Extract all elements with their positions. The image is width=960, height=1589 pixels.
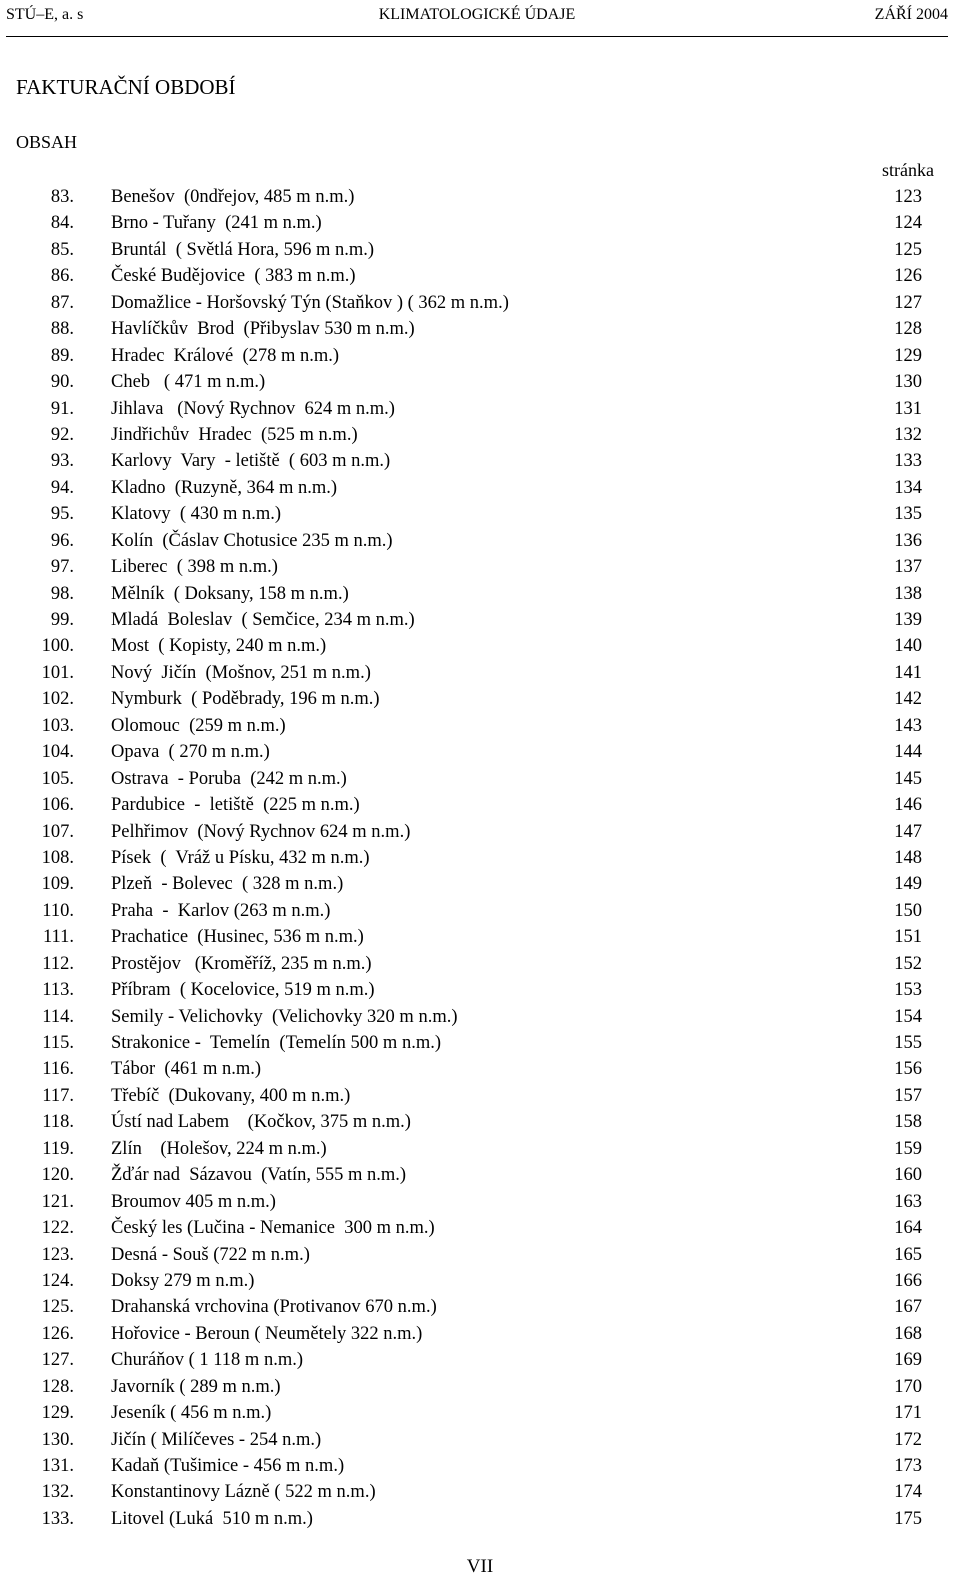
toc-entry-number: 95. <box>50 504 74 525</box>
toc-entry-station: Pardubice - letiště (225 m n.m.) <box>111 795 360 816</box>
toc-entry <box>0 766 960 792</box>
toc-entry <box>0 1056 960 1082</box>
document-title: FAKTURAČNÍ OBDOBÍ <box>16 75 236 99</box>
toc-entry-page: 142 <box>894 689 922 710</box>
toc-entry-page: 146 <box>894 795 922 816</box>
toc-entry-page: 139 <box>894 610 922 630</box>
toc-entry-page: 150 <box>894 900 922 921</box>
toc-entry-page: 158 <box>894 1112 922 1133</box>
toc-entry <box>0 660 960 686</box>
toc-entry-page: 154 <box>894 1006 922 1027</box>
toc-entry-page: 153 <box>894 980 922 1001</box>
toc-entry-page: 157 <box>894 1085 922 1106</box>
toc-entry <box>0 845 960 871</box>
page-number: VII <box>466 1556 494 1577</box>
toc-entry-station: Broumov 405 m n.m.) <box>111 1191 276 1212</box>
toc-entry <box>0 1004 960 1030</box>
toc-entry-number: 83. <box>50 187 74 207</box>
toc-entry-station: Churáňov ( 1 118 m n.m.) <box>111 1350 304 1371</box>
toc-entry-page: 149 <box>894 874 922 895</box>
toc-entry-station: Jičín ( Milíčeves - 254 n.m.) <box>111 1429 322 1450</box>
toc-entry-page: 136 <box>894 530 922 551</box>
page-column-heading: stránka <box>882 160 934 180</box>
toc-entry-station: Doksy 279 m n.m.) <box>111 1270 255 1291</box>
toc-entry-number: 108. <box>41 847 74 868</box>
toc-entry-number: 112. <box>42 953 74 974</box>
toc-entry-number: 87. <box>50 292 74 313</box>
toc-entry-station: Praha - Karlov (263 m n.m.) <box>111 900 331 921</box>
header-organization: STÚ–E, a. s <box>6 6 84 23</box>
toc-entry <box>0 290 960 316</box>
toc-entry <box>0 396 960 422</box>
toc-entry-number: 113. <box>42 980 74 1001</box>
toc-entry-page: 132 <box>894 424 922 445</box>
toc-entry-station: Klatovy ( 430 m n.m.) <box>111 504 282 525</box>
toc-entry <box>0 686 960 712</box>
toc-entry <box>0 1453 960 1479</box>
toc-entry-page: 145 <box>894 768 922 789</box>
toc-entry-number: 124. <box>41 1270 74 1291</box>
toc-entry <box>0 1189 960 1215</box>
toc-entry-number: 86. <box>50 266 74 287</box>
toc-entry <box>0 1427 960 1453</box>
toc-entry-station: Plzeň - Bolevec ( 328 m n.m.) <box>111 874 344 895</box>
toc-entry-station: Kadaň (Tušimice - 456 m n.m.) <box>111 1456 345 1476</box>
toc-entry-number: 126. <box>41 1323 74 1344</box>
toc-entry-station: Prachatice (Husinec, 536 m n.m.) <box>111 927 364 948</box>
toc-entry-station: Třebíč (Dukovany, 400 m n.m.) <box>111 1085 351 1106</box>
toc-entry-station: Konstantinovy Lázně ( 522 m n.m.) <box>111 1482 376 1503</box>
toc-entry-number: 110. <box>42 900 74 921</box>
toc-entry <box>0 501 960 527</box>
toc-entry-number: 115. <box>42 1033 74 1053</box>
toc-entry-page: 126 <box>894 266 922 287</box>
toc-entry <box>0 739 960 765</box>
toc-entry <box>0 210 960 236</box>
toc-entry-number: 120. <box>41 1165 74 1186</box>
toc-entry-page: 134 <box>894 477 922 498</box>
toc-entry-page: 155 <box>894 1033 922 1053</box>
toc-entry-number: 100. <box>41 636 74 657</box>
toc-entry-station: Most ( Kopisty, 240 m n.m.) <box>111 636 327 657</box>
toc-entry-number: 88. <box>50 319 74 340</box>
toc-entry-station: Opava ( 270 m n.m.) <box>111 742 270 763</box>
toc-entry-station: Semily - Velichovky (Velichovky 320 m n.m.) <box>111 1006 458 1027</box>
toc-entry-number: 105. <box>41 768 74 789</box>
toc-entry <box>0 369 960 395</box>
toc-entry <box>0 1030 960 1056</box>
toc-entry <box>0 528 960 554</box>
toc-entry-page: 143 <box>894 715 922 736</box>
toc-entry-number: 128. <box>41 1376 74 1397</box>
toc-entry-station: Karlovy Vary - letiště ( 603 m n.m.) <box>111 451 391 472</box>
toc-entry <box>0 263 960 289</box>
toc-entry-page: 172 <box>894 1429 922 1450</box>
toc-entry-station: Mělník ( Doksany, 158 m n.m.) <box>111 583 349 604</box>
toc-entry <box>0 819 960 845</box>
toc-entry-page: 123 <box>894 187 922 207</box>
toc-entry <box>0 1268 960 1294</box>
toc-entry-station: Strakonice - Temelín (Temelín 500 m n.m.) <box>111 1033 441 1053</box>
toc-entry <box>0 1215 960 1241</box>
toc-entry-station: Jihlava (Nový Rychnov 624 m n.m.) <box>111 398 395 419</box>
toc-entry-station: Bruntál ( Světlá Hora, 596 m n.m.) <box>111 239 375 260</box>
toc-entry-number: 109. <box>41 874 74 895</box>
toc-entry-station: Jeseník ( 456 m n.m.) <box>111 1403 272 1424</box>
toc-entry-number: 107. <box>41 821 74 842</box>
toc-entry <box>0 871 960 897</box>
toc-entry <box>0 184 960 210</box>
toc-entry-number: 118. <box>42 1112 74 1133</box>
toc-entry-station: Benešov (0ndřejov, 485 m n.m.) <box>111 187 355 207</box>
toc-entry-page: 160 <box>894 1165 922 1186</box>
toc-entry-page: 147 <box>894 821 922 842</box>
toc-entry-station: Ústí nad Labem (Kočkov, 375 m n.m.) <box>111 1112 411 1133</box>
toc-entry-station: Desná - Souš (722 m n.m.) <box>111 1244 310 1265</box>
toc-entry-station: Nový Jičín (Mošnov, 251 m n.m.) <box>111 662 371 683</box>
toc-entry-page: 125 <box>894 239 922 260</box>
toc-entry <box>0 1321 960 1347</box>
toc-entry <box>0 316 960 342</box>
toc-entry-number: 121. <box>41 1191 74 1212</box>
toc-entry-station: Domažlice - Horšovský Týn (Staňkov ) ( 362 m n.m.) <box>111 292 509 313</box>
toc-entry-page: 127 <box>894 292 922 313</box>
toc-entry-station: Pelhřimov (Nový Rychnov 624 m n.m.) <box>111 821 411 842</box>
toc-entry-page: 166 <box>894 1270 922 1291</box>
toc-entry-station: Mladá Boleslav ( Semčice, 234 m n.m.) <box>111 610 415 630</box>
toc-entry <box>0 1374 960 1400</box>
toc-entry-station: Drahanská vrchovina (Protivanov 670 n.m.) <box>111 1297 437 1318</box>
toc-entry-page: 174 <box>894 1482 922 1503</box>
toc-entry-station: Jindřichův Hradec (525 m n.m.) <box>111 424 358 445</box>
toc-entry <box>0 1136 960 1162</box>
toc-entry-number: 99. <box>50 610 74 630</box>
toc-entry-number: 90. <box>50 372 74 393</box>
toc-entry-page: 165 <box>894 1244 922 1265</box>
toc-entry-station: Nymburk ( Poděbrady, 196 m n.m.) <box>111 689 380 710</box>
toc-entry-station: Brno - Tuřany (241 m n.m.) <box>111 213 322 234</box>
toc-entry-station: Zlín (Holešov, 224 m n.m.) <box>111 1138 327 1159</box>
toc-entry-station: Písek ( Vráž u Písku, 432 m n.m.) <box>111 847 370 868</box>
toc-entry <box>0 607 960 633</box>
toc-entry <box>0 792 960 818</box>
toc-entry <box>0 448 960 474</box>
toc-entry-station: Český les (Lučina - Nemanice 300 m n.m.) <box>111 1218 435 1239</box>
toc-entry-page: 156 <box>894 1059 922 1080</box>
toc-entry-number: 132. <box>41 1482 74 1503</box>
header-date: ZÁŘÍ 2004 <box>874 6 948 23</box>
toc-entry-number: 106. <box>41 795 74 816</box>
toc-entry-page: 168 <box>894 1323 922 1344</box>
toc-entry-page: 130 <box>894 372 922 393</box>
toc-entry-station: Hradec Králové (278 m n.m.) <box>111 345 340 366</box>
toc-entry-page: 148 <box>894 847 922 868</box>
toc-entry-station: Liberec ( 398 m n.m.) <box>111 557 278 578</box>
toc-entry-number: 123. <box>41 1244 74 1265</box>
toc-entry <box>0 1506 960 1532</box>
toc-entry <box>0 1294 960 1320</box>
toc-entry <box>0 898 960 924</box>
toc-entry-station: Žďár nad Sázavou (Vatín, 555 m n.m.) <box>111 1165 407 1186</box>
toc-entry <box>0 1242 960 1268</box>
toc-entry-station: Olomouc (259 m n.m.) <box>111 715 286 736</box>
toc-entry <box>0 422 960 448</box>
toc-entry <box>0 633 960 659</box>
toc-entry-number: 119. <box>42 1138 74 1159</box>
toc-entry-number: 102. <box>41 689 74 710</box>
toc-entry-station: Ostrava - Poruba (242 m n.m.) <box>111 768 347 789</box>
toc-entry <box>0 475 960 501</box>
toc-entry-number: 97. <box>50 557 74 578</box>
toc-entry-number: 84. <box>50 213 74 234</box>
toc-entry <box>0 1347 960 1373</box>
toc-entry-station: Tábor (461 m n.m.) <box>111 1059 262 1080</box>
toc-entry-page: 135 <box>894 504 922 525</box>
toc-entry-page: 131 <box>894 398 922 419</box>
toc-entry <box>0 713 960 739</box>
toc-entry-number: 114. <box>42 1006 74 1027</box>
page-header <box>6 6 948 37</box>
toc-entry <box>0 1400 960 1426</box>
toc-entry-number: 98. <box>50 583 74 604</box>
toc-entry-number: 116. <box>42 1059 74 1080</box>
toc-entry-number: 103. <box>41 715 74 736</box>
toc-entry-station: Javorník ( 289 m n.m.) <box>111 1376 281 1397</box>
toc-entry-number: 129. <box>41 1403 74 1424</box>
toc-entry <box>0 1109 960 1135</box>
toc-entry-station: Prostějov (Kroměříž, 235 m n.m.) <box>111 953 372 974</box>
toc-entry-station: Kladno (Ruzyně, 364 m n.m.) <box>111 477 338 498</box>
toc-entry-number: 94. <box>50 477 74 498</box>
toc-entry-page: 151 <box>894 927 922 948</box>
toc-entry-number: 133. <box>41 1508 74 1529</box>
toc-entry-station: Litovel (Luká 510 m n.m.) <box>111 1508 313 1529</box>
toc-entry-number: 117. <box>42 1085 74 1106</box>
toc-entry-number: 101. <box>41 662 74 683</box>
toc-entry-number: 92. <box>50 424 74 445</box>
header-title: KLIMATOLOGICKÉ ÚDAJE <box>378 6 576 23</box>
toc-entry-page: 169 <box>894 1350 922 1371</box>
toc-entry-page: 144 <box>894 742 922 763</box>
toc-entry-page: 137 <box>894 557 922 578</box>
toc-entry-station: Příbram ( Kocelovice, 519 m n.m.) <box>111 980 375 1001</box>
toc-entry-number: 111. <box>42 927 74 948</box>
toc-entry-number: 130. <box>41 1429 74 1450</box>
toc-entry-page: 128 <box>894 319 922 340</box>
toc-entry-page: 175 <box>894 1508 922 1529</box>
toc-entry-page: 141 <box>894 662 922 683</box>
toc-entry-page: 129 <box>894 345 922 366</box>
toc-entry-station: Kolín (Čáslav Chotusice 235 m n.m.) <box>111 530 393 551</box>
toc-entry-station: Havlíčkův Brod (Přibyslav 530 m n.m.) <box>111 319 415 340</box>
table-of-contents <box>0 184 960 1532</box>
contents-heading: OBSAH <box>16 132 78 152</box>
toc-entry <box>0 977 960 1003</box>
toc-entry-station: Hořovice - Beroun ( Neumětely 322 n.m.) <box>111 1323 423 1344</box>
toc-entry-page: 138 <box>894 583 922 604</box>
toc-entry-page: 173 <box>894 1456 922 1476</box>
toc-entry-number: 104. <box>41 742 74 763</box>
toc-entry-number: 125. <box>41 1297 74 1318</box>
toc-entry <box>0 1162 960 1188</box>
toc-entry-page: 133 <box>894 451 922 472</box>
toc-entry-number: 131. <box>41 1456 74 1476</box>
toc-entry <box>0 951 960 977</box>
toc-entry-page: 170 <box>894 1376 922 1397</box>
toc-entry-page: 124 <box>894 213 922 234</box>
toc-entry-number: 89. <box>50 345 74 366</box>
toc-entry-page: 140 <box>894 636 922 657</box>
toc-entry-station: Cheb ( 471 m n.m.) <box>111 372 266 393</box>
toc-entry <box>0 924 960 950</box>
toc-entry-page: 152 <box>894 953 922 974</box>
toc-entry-page: 163 <box>894 1191 922 1212</box>
toc-entry-number: 122. <box>41 1218 74 1239</box>
toc-entry-number: 93. <box>50 451 74 472</box>
toc-entry <box>0 581 960 607</box>
toc-entry-page: 159 <box>894 1138 922 1159</box>
toc-entry <box>0 237 960 263</box>
toc-entry <box>0 554 960 580</box>
toc-entry-page: 167 <box>894 1297 922 1318</box>
toc-entry-page: 164 <box>894 1218 922 1239</box>
toc-entry <box>0 1083 960 1109</box>
toc-entry-station: České Budějovice ( 383 m n.m.) <box>111 266 356 287</box>
toc-entry <box>0 1479 960 1505</box>
toc-entry-number: 96. <box>50 530 74 551</box>
toc-entry-number: 91. <box>50 398 74 419</box>
toc-entry-number: 85. <box>50 239 74 260</box>
toc-entry-page: 171 <box>894 1403 922 1424</box>
toc-entry <box>0 343 960 369</box>
toc-entry-number: 127. <box>41 1350 74 1371</box>
